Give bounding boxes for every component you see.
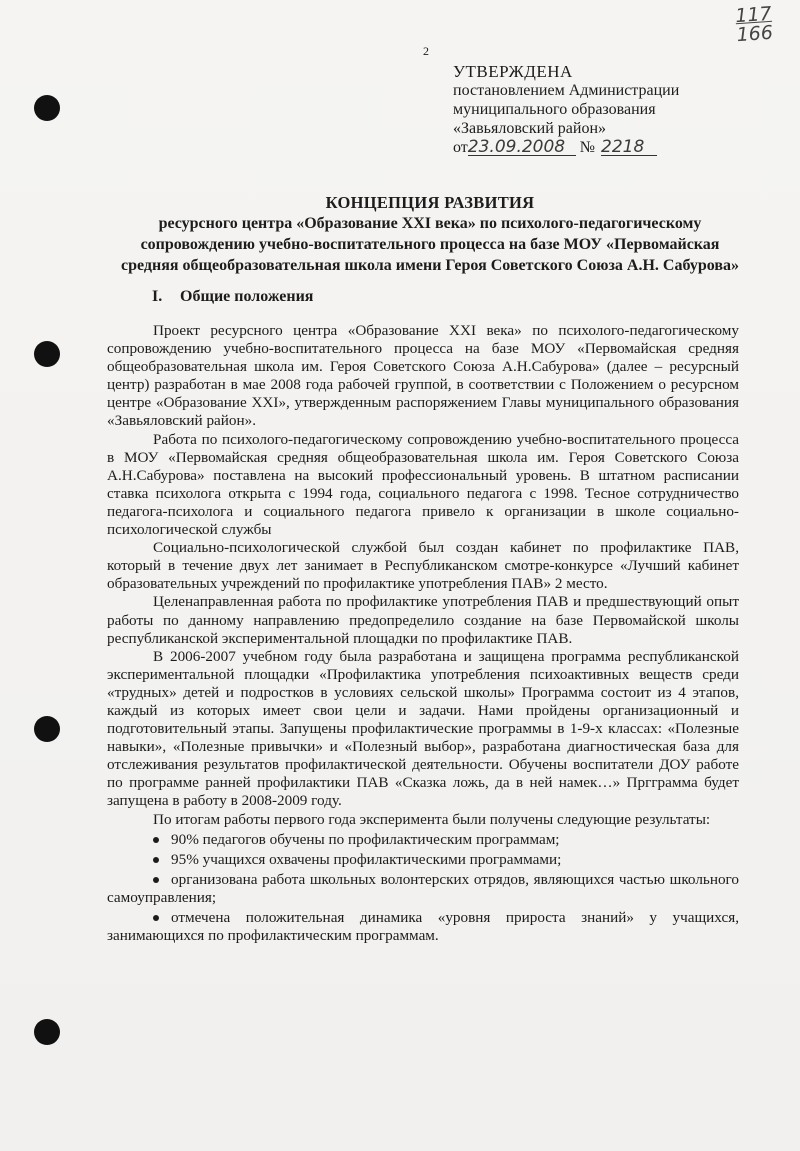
approval-title: УТВЕРЖДЕНА [453,62,573,81]
paragraph: Работа по психолого-педагогическому сопровождению учебно-воспитательного процесса в МОУ «Первомайская средняя общеобразовательная школа им. Героя Советского Союза А.Н.Сабурова» поставлена на высокий профессиональный уровень. В штатном расписании ставка психолога открыта с 1994 года, социального педагога с 1998. Тесное сотрудничество педагога-психолога и социального педагога привело к организации в школе социально-психологической службы [107,430,739,539]
paragraph: Социально-психологической службой был создан кабинет по профилактике ПАВ, который в течение двух лет занимает в Республиканском смотре-конкурсе «Лучший кабинет образовательных учреждений по профилактике употребления ПАВ» 2 место. [107,539,739,593]
number-prefix: № [579,139,596,156]
approval-line: муниципального образования [453,101,656,118]
section-heading [152,288,313,306]
punch-hole [34,716,60,742]
approval-date: 23.09.2008 [468,140,576,156]
document-subtitle: средняя общеобразовательная школа имени Героя Советского Союза А.Н. Сабурова» [121,257,739,274]
list-item [107,851,739,869]
approval-date-line [453,138,773,157]
paragraph: По итогам работы первого года эксперимента были получены следующие результаты: [153,810,711,828]
paragraph: Проект ресурсного центра «Образование XXI века» по психолого-педагогическому сопровождению учебно-воспитательного процесса на базе МОУ «Первомайская средняя общеобразовательная школа им. Героя Советского Союза А.Н.Сабурова» (далее – ресурсный центр) разработан в мае 2008 года рабочей группой, в соответствии с Положением о ресурсном центре «Образование XXI», утвержденным распоряжением Главы муниципального образования «Завьяловский район». [107,322,739,430]
bullet-icon [153,877,159,883]
archive-number-top: 117 [734,2,773,28]
approval-line: постановлением Администрации [453,82,680,99]
list-item-text: организована работа школьных волонтерских отрядов, являющихся частью школьного самоуправления; [107,870,739,906]
bullet-icon [153,837,159,843]
paragraph: В 2006-2007 учебном году была разработана и защищена программа республиканской экспериментальной площадки «Профилактика употребления психоактивных веществ среди «трудных» детей и подростков в условиях сельской школы» Программа состоит из 4 этапов, каждый из которых имеет свои цели и задачи. Нами пройдены организационный и подготовительный этапы. Запущены профилактические программы в 1-9-х классах: «Полезные навыки», «Полезные привычки» и «Полезный выбор», разработана диагностическая база для отслеживания результатов профилактической деятельности. Обучены воспитатели ДОУ работе по программе ранней профилактики ПАВ «Сказка ложь, да в ней намек…» Пргграмма будет запущена в работу в 2008-2009 году. [107,647,739,810]
bullet-icon [153,857,159,863]
list-item-text: 90% педагогов обучены по профилактическим программам; [171,830,560,848]
punch-hole [34,95,60,121]
document-heading [110,192,750,276]
punch-hole [34,341,60,367]
document-subtitle: сопровождению учебно-воспитательного процесса на базе МОУ «Первомайская [140,236,720,253]
paragraph: Целенаправленная работа по профилактике употребления ПАВ и предшествующий опыт работы по данному направлению предопределило создание на базе Первомайской школы республиканской экспериментальной площадки по профилактике ПАВ. [107,593,739,647]
section-number: I. [152,288,163,305]
archive-number-bottom: 166 [735,21,774,47]
document-subtitle: ресурсного центра «Образование XXI века» по психолого-педагогическому [158,215,702,232]
list-item-text: 95% учащихся охвачены профилактическими программами; [171,850,562,868]
approval-line: «Завьяловский район» [453,120,606,137]
approval-number: 2218 [601,140,657,156]
list-item [107,871,739,907]
date-prefix: от [453,139,468,156]
approval-stamp [453,62,773,157]
document-title: КОНЦЕПЦИЯ РАЗВИТИЯ [325,193,535,212]
document-body [107,322,739,947]
list-item [107,831,739,849]
punch-hole [34,1019,60,1045]
bullet-icon [153,915,159,921]
section-title: Общие положения [180,288,314,305]
list-item-text: отмечена положительная динамика «уровня прироста знаний» у учащихся, занимающихся по профилактическим программам. [107,909,739,945]
results-list [107,831,739,946]
archive-sheet-number [734,2,774,47]
list-item [107,909,739,945]
page-number: 2 [423,44,429,58]
